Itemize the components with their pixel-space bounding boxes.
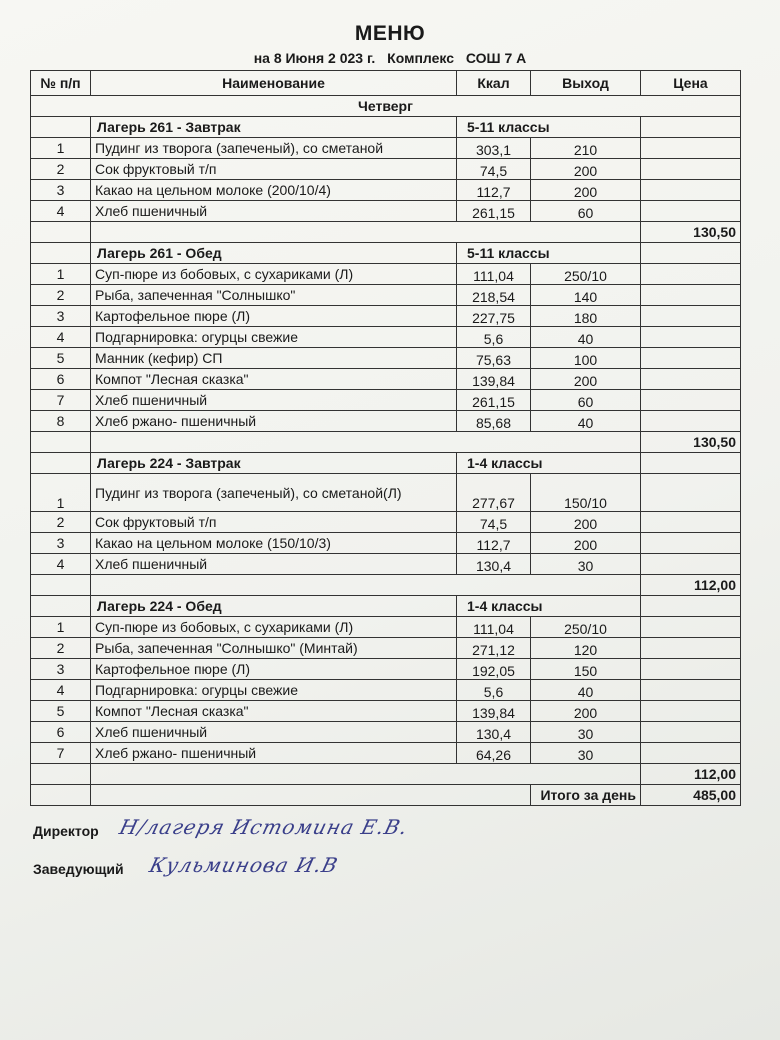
section-name: Лагерь 224 - Обед — [91, 596, 457, 617]
item-price — [641, 264, 741, 285]
item-price — [641, 138, 741, 159]
item-price — [641, 617, 741, 638]
item-name: Пудинг из творога (запеченый), со сметаной — [91, 138, 457, 159]
col-header-kcal: Ккал — [457, 71, 531, 96]
table-row — [31, 743, 741, 764]
item-number: 2 — [31, 285, 91, 306]
item-price — [641, 348, 741, 369]
menu-table — [30, 70, 741, 806]
item-price — [641, 554, 741, 575]
item-number: 5 — [31, 701, 91, 722]
item-kcal: 218,54 — [457, 285, 531, 306]
item-price — [641, 680, 741, 701]
item-kcal: 111,04 — [457, 264, 531, 285]
item-kcal: 112,7 — [457, 180, 531, 201]
item-number: 7 — [31, 743, 91, 764]
item-price — [641, 306, 741, 327]
item-output: 200 — [531, 701, 641, 722]
item-price — [641, 201, 741, 222]
item-number: 4 — [31, 201, 91, 222]
section-total-num-cell — [31, 222, 91, 243]
item-number: 1 — [31, 264, 91, 285]
table-row — [31, 680, 741, 701]
table-row — [31, 659, 741, 680]
item-output: 60 — [531, 201, 641, 222]
item-name: Подгарнировка: огурцы свежие — [91, 680, 457, 701]
item-name: Хлеб ржано- пшеничный — [91, 411, 457, 432]
section-price-cell — [641, 243, 741, 264]
table-header-row — [31, 71, 741, 96]
item-output: 250/10 — [531, 617, 641, 638]
item-number: 2 — [31, 638, 91, 659]
item-price — [641, 659, 741, 680]
section-num-cell — [31, 596, 91, 617]
item-price — [641, 285, 741, 306]
item-price — [641, 474, 741, 512]
item-output: 140 — [531, 285, 641, 306]
day-name: Четверг — [31, 96, 741, 117]
item-output: 200 — [531, 369, 641, 390]
section-total-price: 130,50 — [641, 222, 741, 243]
day-total-num-cell — [31, 785, 91, 806]
section-price-cell — [641, 596, 741, 617]
item-kcal: 111,04 — [457, 617, 531, 638]
section-name: Лагерь 261 - Обед — [91, 243, 457, 264]
item-kcal: 192,05 — [457, 659, 531, 680]
item-output: 150 — [531, 659, 641, 680]
day-total-label: Итого за день — [531, 785, 641, 806]
item-number: 2 — [31, 159, 91, 180]
item-kcal: 5,6 — [457, 327, 531, 348]
table-row — [31, 369, 741, 390]
item-name: Сок фруктовый т/п — [91, 159, 457, 180]
item-price — [641, 327, 741, 348]
col-header-name: Наименование — [91, 71, 457, 96]
item-name: Какао на цельном молоке (200/10/4) — [91, 180, 457, 201]
item-price — [641, 512, 741, 533]
item-name: Хлеб пшеничный — [91, 201, 457, 222]
item-price — [641, 159, 741, 180]
section-total-num-cell — [31, 432, 91, 453]
table-row — [31, 327, 741, 348]
item-kcal: 139,84 — [457, 369, 531, 390]
table-row — [31, 701, 741, 722]
item-kcal: 277,67 — [457, 474, 531, 512]
item-kcal: 271,12 — [457, 638, 531, 659]
table-row — [31, 411, 741, 432]
item-output: 200 — [531, 512, 641, 533]
item-kcal: 227,75 — [457, 306, 531, 327]
section-header-row — [31, 117, 741, 138]
item-output: 200 — [531, 159, 641, 180]
day-total-row — [31, 785, 741, 806]
section-classes: 5-11 классы — [457, 243, 641, 264]
table-row — [31, 201, 741, 222]
item-output: 100 — [531, 348, 641, 369]
col-header-output: Выход — [531, 71, 641, 96]
page-title: МЕНЮ — [354, 22, 426, 45]
item-kcal: 74,5 — [457, 159, 531, 180]
item-name: Рыба, запеченная "Солнышко" (Минтай) — [91, 638, 457, 659]
section-total-spacer — [91, 222, 641, 243]
section-classes: 1-4 классы — [457, 453, 641, 474]
item-kcal: 75,63 — [457, 348, 531, 369]
item-output: 30 — [531, 722, 641, 743]
item-number: 1 — [31, 474, 91, 512]
item-number: 8 — [31, 411, 91, 432]
section-total-row — [31, 575, 741, 596]
item-name: Хлеб пшеничный — [91, 722, 457, 743]
table-row — [31, 285, 741, 306]
table-row — [31, 180, 741, 201]
section-price-cell — [641, 117, 741, 138]
director-signature-label: Директор — [33, 823, 99, 839]
section-total-num-cell — [31, 764, 91, 785]
manager-signature-label: Заведующий — [33, 861, 124, 877]
page-subtitle — [0, 50, 780, 66]
item-output: 40 — [531, 680, 641, 701]
director-handwritten-signature: Н/лагеря Истомина Е.В. — [117, 815, 411, 839]
section-total-price: 112,00 — [641, 764, 741, 785]
item-output: 210 — [531, 138, 641, 159]
section-classes: 5-11 классы — [457, 117, 641, 138]
section-total-spacer — [91, 575, 641, 596]
item-price — [641, 701, 741, 722]
item-name: Компот "Лесная сказка" — [91, 369, 457, 390]
section-total-num-cell — [31, 575, 91, 596]
item-name: Картофельное пюре (Л) — [91, 306, 457, 327]
item-name: Подгарнировка: огурцы свежие — [91, 327, 457, 348]
item-name: Какао на цельном молоке (150/10/3) — [91, 533, 457, 554]
school-name: СОШ 7 А — [465, 50, 527, 66]
table-row — [31, 533, 741, 554]
table-row — [31, 617, 741, 638]
item-name: Хлеб пшеничный — [91, 554, 457, 575]
item-name: Компот "Лесная сказка" — [91, 701, 457, 722]
table-row — [31, 722, 741, 743]
item-price — [641, 390, 741, 411]
section-classes: 1-4 классы — [457, 596, 641, 617]
section-total-price: 112,00 — [641, 575, 741, 596]
item-number: 3 — [31, 180, 91, 201]
item-name: Суп-пюре из бобовых, с сухариками (Л) — [91, 264, 457, 285]
complex-label: Комплекс — [387, 50, 454, 66]
section-num-cell — [31, 453, 91, 474]
table-row — [31, 159, 741, 180]
item-output: 30 — [531, 743, 641, 764]
item-number: 5 — [31, 348, 91, 369]
section-header-row — [31, 453, 741, 474]
item-kcal: 130,4 — [457, 722, 531, 743]
item-output: 40 — [531, 327, 641, 348]
section-total-price: 130,50 — [641, 432, 741, 453]
item-name: Рыба, запеченная "Солнышко" — [91, 285, 457, 306]
item-number: 1 — [31, 617, 91, 638]
item-output: 180 — [531, 306, 641, 327]
item-output: 30 — [531, 554, 641, 575]
item-kcal: 261,15 — [457, 201, 531, 222]
day-row — [31, 96, 741, 117]
item-output: 40 — [531, 411, 641, 432]
item-number: 3 — [31, 306, 91, 327]
item-price — [641, 369, 741, 390]
menu-table-body — [31, 96, 741, 806]
table-row — [31, 306, 741, 327]
item-name: Пудинг из творога (запеченый), со сметаной(Л) — [91, 474, 457, 512]
item-number: 1 — [31, 138, 91, 159]
item-name: Хлеб пшеничный — [91, 390, 457, 411]
col-header-num: № п/п — [31, 71, 91, 96]
item-name: Манник (кефир) СП — [91, 348, 457, 369]
item-name: Сок фруктовый т/п — [91, 512, 457, 533]
item-number: 3 — [31, 533, 91, 554]
item-number: 4 — [31, 680, 91, 701]
day-total-value: 485,00 — [641, 785, 741, 806]
item-name: Картофельное пюре (Л) — [91, 659, 457, 680]
manager-handwritten-signature: Кульминова И.В — [147, 853, 341, 877]
item-number: 3 — [31, 659, 91, 680]
item-kcal: 85,68 — [457, 411, 531, 432]
item-output: 250/10 — [531, 264, 641, 285]
item-kcal: 303,1 — [457, 138, 531, 159]
item-number: 4 — [31, 327, 91, 348]
item-kcal: 139,84 — [457, 701, 531, 722]
item-number: 6 — [31, 369, 91, 390]
table-row — [31, 138, 741, 159]
item-kcal: 261,15 — [457, 390, 531, 411]
menu-date: на 8 Июня 2 023 г. — [253, 50, 376, 66]
item-price — [641, 638, 741, 659]
item-kcal: 112,7 — [457, 533, 531, 554]
item-price — [641, 722, 741, 743]
section-total-row — [31, 222, 741, 243]
item-kcal: 74,5 — [457, 512, 531, 533]
table-row — [31, 474, 741, 512]
table-row — [31, 554, 741, 575]
item-kcal: 64,26 — [457, 743, 531, 764]
item-number: 2 — [31, 512, 91, 533]
col-header-price: Цена — [641, 71, 741, 96]
item-output: 60 — [531, 390, 641, 411]
item-price — [641, 533, 741, 554]
section-name: Лагерь 261 - Завтрак — [91, 117, 457, 138]
item-number: 7 — [31, 390, 91, 411]
section-price-cell — [641, 453, 741, 474]
item-kcal: 5,6 — [457, 680, 531, 701]
section-name: Лагерь 224 - Завтрак — [91, 453, 457, 474]
section-total-row — [31, 764, 741, 785]
table-row — [31, 638, 741, 659]
item-output: 200 — [531, 533, 641, 554]
item-output: 200 — [531, 180, 641, 201]
table-row — [31, 512, 741, 533]
table-row — [31, 390, 741, 411]
item-number: 6 — [31, 722, 91, 743]
item-output: 120 — [531, 638, 641, 659]
section-total-row — [31, 432, 741, 453]
day-total-spacer — [91, 785, 531, 806]
item-price — [641, 743, 741, 764]
item-name: Суп-пюре из бобовых, с сухариками (Л) — [91, 617, 457, 638]
section-header-row — [31, 596, 741, 617]
section-header-row — [31, 243, 741, 264]
item-name: Хлеб ржано- пшеничный — [91, 743, 457, 764]
table-row — [31, 348, 741, 369]
item-price — [641, 180, 741, 201]
section-total-spacer — [91, 764, 641, 785]
item-output: 150/10 — [531, 474, 641, 512]
table-row — [31, 264, 741, 285]
item-price — [641, 411, 741, 432]
section-num-cell — [31, 243, 91, 264]
item-number: 4 — [31, 554, 91, 575]
section-num-cell — [31, 117, 91, 138]
item-kcal: 130,4 — [457, 554, 531, 575]
section-total-spacer — [91, 432, 641, 453]
